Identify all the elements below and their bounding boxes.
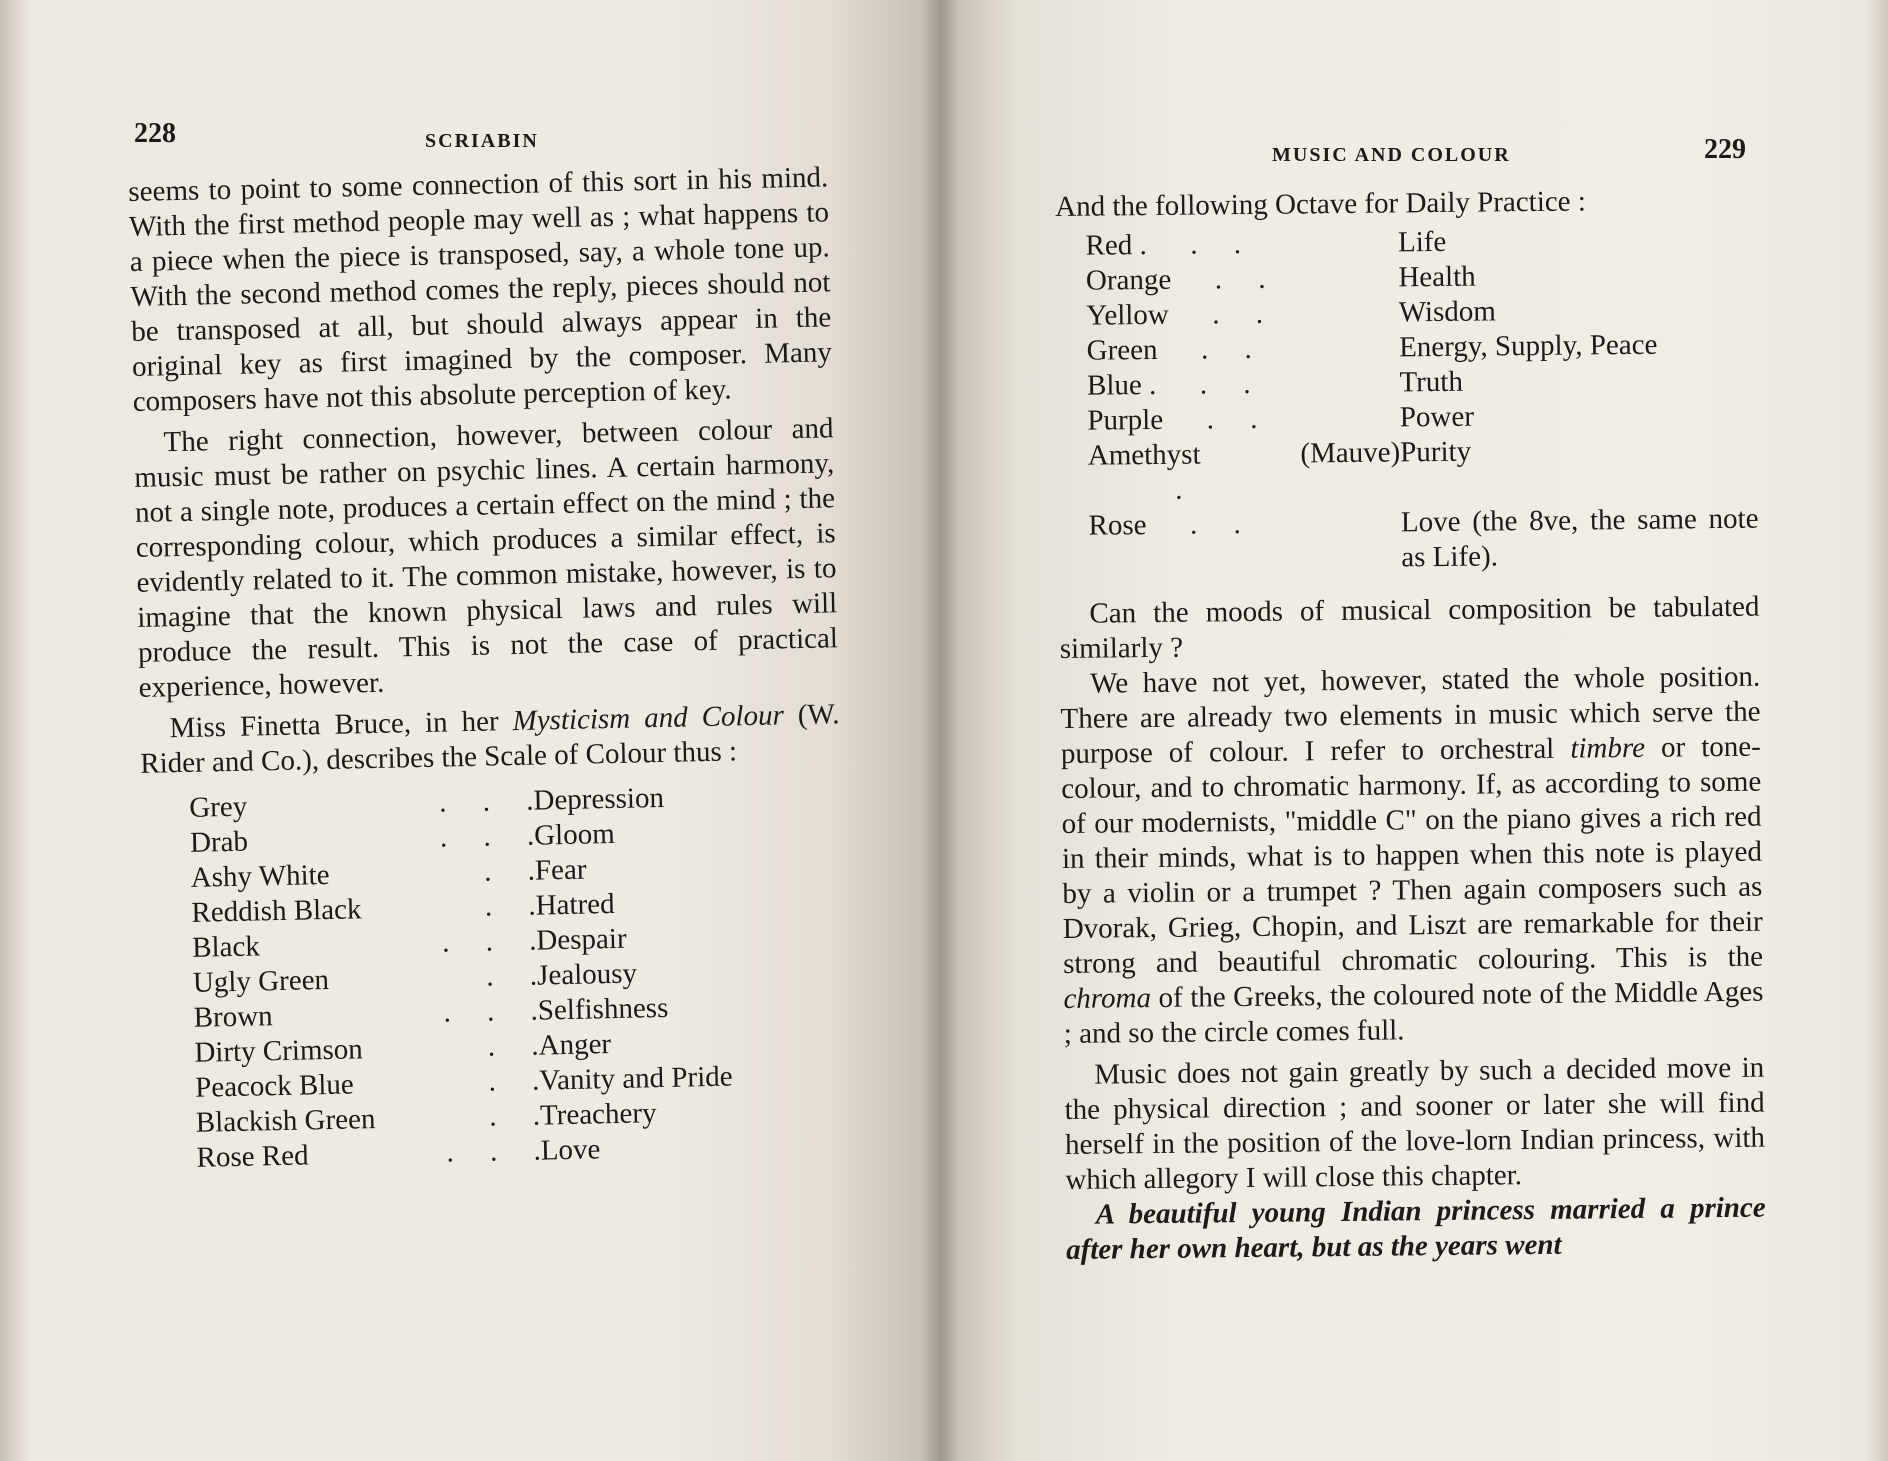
colour-name: Rose: [1088, 509, 1147, 542]
leader-dots: . .: [1146, 508, 1241, 542]
meaning-cell: Love: [540, 1133, 601, 1167]
table-row: [1088, 502, 1759, 579]
colour-cell: Blackish Green: [195, 1103, 376, 1139]
leader-dots: . .: [444, 1064, 540, 1099]
leader-dots: . .: [1162, 402, 1258, 436]
meaning-cell: Fear: [534, 853, 587, 887]
book-gutter: [922, 0, 958, 1461]
meaning-cell: Despair: [536, 922, 627, 957]
text-span: of the Greeks, the coloured note of the Middle Ages ; and so the circle comes full.: [1063, 975, 1764, 1050]
colour-cell: [1088, 435, 1401, 508]
leader-dots: . . .: [438, 784, 534, 819]
left-body-text: [128, 160, 849, 1176]
meaning-cell: Purity: [1400, 435, 1472, 469]
running-title: MUSIC AND COLOUR: [1272, 144, 1511, 166]
paragraph: seems to point to some connection of this sort in his mind. With the first method people may well as ; what happens to a piece when the piece is transposed, say, a whole tone up. With the second method comes the reply, pieces should not be transposed at all, but should always appear in the original key as first imagined by the composer. Many composers have not this absolute perception of key.: [128, 161, 833, 418]
colour-cell: Grey: [188, 790, 248, 824]
page-number: 228: [134, 118, 176, 149]
italic-term: timbre: [1570, 731, 1646, 765]
meaning-cell: Power: [1399, 400, 1475, 434]
scale-of-colour-table: [189, 780, 735, 1176]
colour-cell: [1086, 260, 1399, 298]
colour-name: Green: [1086, 333, 1158, 367]
meaning-cell: Health: [1398, 260, 1476, 294]
meaning-cell: Jealousy: [536, 957, 638, 992]
table-row: [1087, 327, 1757, 369]
colour-name: Red .: [1085, 229, 1147, 262]
page-number: 229: [1704, 134, 1746, 165]
colour-cell: [1087, 400, 1400, 438]
colour-cell: Rose Red: [196, 1139, 309, 1174]
leader-dots: . .: [1168, 297, 1264, 331]
leader-dots: . . .: [441, 924, 537, 959]
paragraph: Can the moods of musical composition be tabulated similarly ?: [1059, 590, 1760, 665]
left-page: [0, 0, 940, 1461]
meaning-cell: Depression: [533, 781, 665, 817]
paragraph: Music does not gain greatly by such a decided move in the physical direction ; and sooner or later she will find herself in the position of the love-lorn Indian princess, with which allegory I will close this chapter.: [1064, 1051, 1766, 1196]
colour-cell: [1088, 505, 1401, 578]
colour-cell: [1086, 295, 1399, 333]
right-body-text: [1055, 183, 1766, 1268]
leader-dots: . . .: [446, 1134, 542, 1169]
meaning-cell: Life: [1397, 225, 1447, 259]
colour-cell: Ashy White: [190, 858, 330, 894]
leader-dots: . .: [442, 959, 538, 994]
text-span: We have not yet, however, stated the whole position. There are already two elements in music which serve the purpose of colour. I refer to orchestral: [1060, 660, 1761, 770]
leader-dots: . .: [444, 1029, 539, 1064]
leader-dots: . .: [1171, 262, 1266, 296]
paragraph: The right connection, however, between colour and music must be rather on psychic lines. A certain harmony, not a single note, produces a certain effect on the mind ; the corresponding colour, which produces a similar effect, is evidently related to it. The common mistake, however, is to imagine that the known physical laws and rules will produce the result. This is not the case of practical experience, however.: [134, 412, 839, 704]
leader-dots: . .: [1157, 332, 1252, 366]
meaning-cell: Treachery: [539, 1097, 657, 1132]
colour-cell: Drab: [189, 825, 249, 859]
meaning-cell: Anger: [538, 1028, 612, 1062]
text-span: or tone-colour, and to chromatic harmony. If, as according to some of our modernists, "middle C" on the piano gives a rich red in their minds, what is to happen when this note is played by a violin or a trumpet ? Then again composers such as Dvorak, Grieg, Chopin, and Liszt are remarkable for their strong and beautiful chromatic colouring. This is the: [1061, 730, 1764, 980]
colour-cell: Ugly Green: [192, 963, 330, 999]
meaning-cell: Gloom: [533, 817, 616, 852]
colour-name: Amethyst (Mauve): [1087, 436, 1401, 472]
meaning-cell: Love (the 8ve, the same note as Life).: [1400, 502, 1759, 574]
leader-dots: . .: [441, 889, 536, 924]
leader-dots: . . .: [443, 994, 539, 1029]
meaning-cell: Wisdom: [1398, 295, 1497, 329]
italic-term: chroma: [1063, 982, 1152, 1015]
book-title: Mysticism and Colour: [512, 699, 785, 738]
text-span: Miss Finetta Bruce, in her: [169, 705, 513, 745]
paragraph: [139, 697, 840, 782]
paragraph: And the following Octave for Daily Practice :: [1055, 185, 1587, 223]
page-edge-shadow: [1866, 0, 1888, 1461]
colour-cell: Black: [191, 930, 261, 964]
page-edge-shadow: [0, 0, 30, 1461]
right-page: [940, 0, 1888, 1461]
leader-dots: .: [1087, 473, 1183, 507]
colour-name: Orange: [1085, 263, 1172, 297]
leader-dots: . .: [445, 1099, 541, 1134]
italic-paragraph: A beautiful young Indian princess married a prince after her own heart, but as the years went: [1065, 1191, 1766, 1266]
paragraph: [1060, 660, 1764, 1052]
meaning-cell: Truth: [1399, 365, 1464, 399]
colour-name: Yellow: [1086, 298, 1169, 332]
colour-cell: [1087, 330, 1400, 368]
colour-cell: [1087, 365, 1400, 403]
leader-dots: . .: [440, 854, 536, 889]
colour-name: Blue .: [1086, 368, 1157, 402]
colour-cell: [1085, 225, 1398, 263]
text-span: (W. Rider and Co.), describes the Scale of Colour thus :: [140, 698, 840, 780]
colour-cell: Brown: [193, 1000, 273, 1034]
colour-name: Purple: [1087, 403, 1164, 437]
leader-dots: . .: [1146, 228, 1242, 262]
colour-cell: Peacock Blue: [194, 1068, 355, 1104]
leader-dots: . . .: [439, 819, 535, 854]
table-row: [1088, 432, 1759, 509]
running-title: SCRIABIN: [425, 130, 539, 152]
leader-dots: . .: [1156, 367, 1251, 401]
colour-cell: Dirty Crimson: [194, 1033, 364, 1069]
meaning-cell: Selfishness: [537, 991, 669, 1027]
meaning-cell: Hatred: [535, 887, 615, 922]
colour-cell: Reddish Black: [191, 893, 362, 929]
meaning-cell: Energy, Supply, Peace: [1398, 328, 1658, 364]
octave-table: [1085, 222, 1759, 579]
meaning-cell: Vanity and Pride: [538, 1060, 733, 1097]
